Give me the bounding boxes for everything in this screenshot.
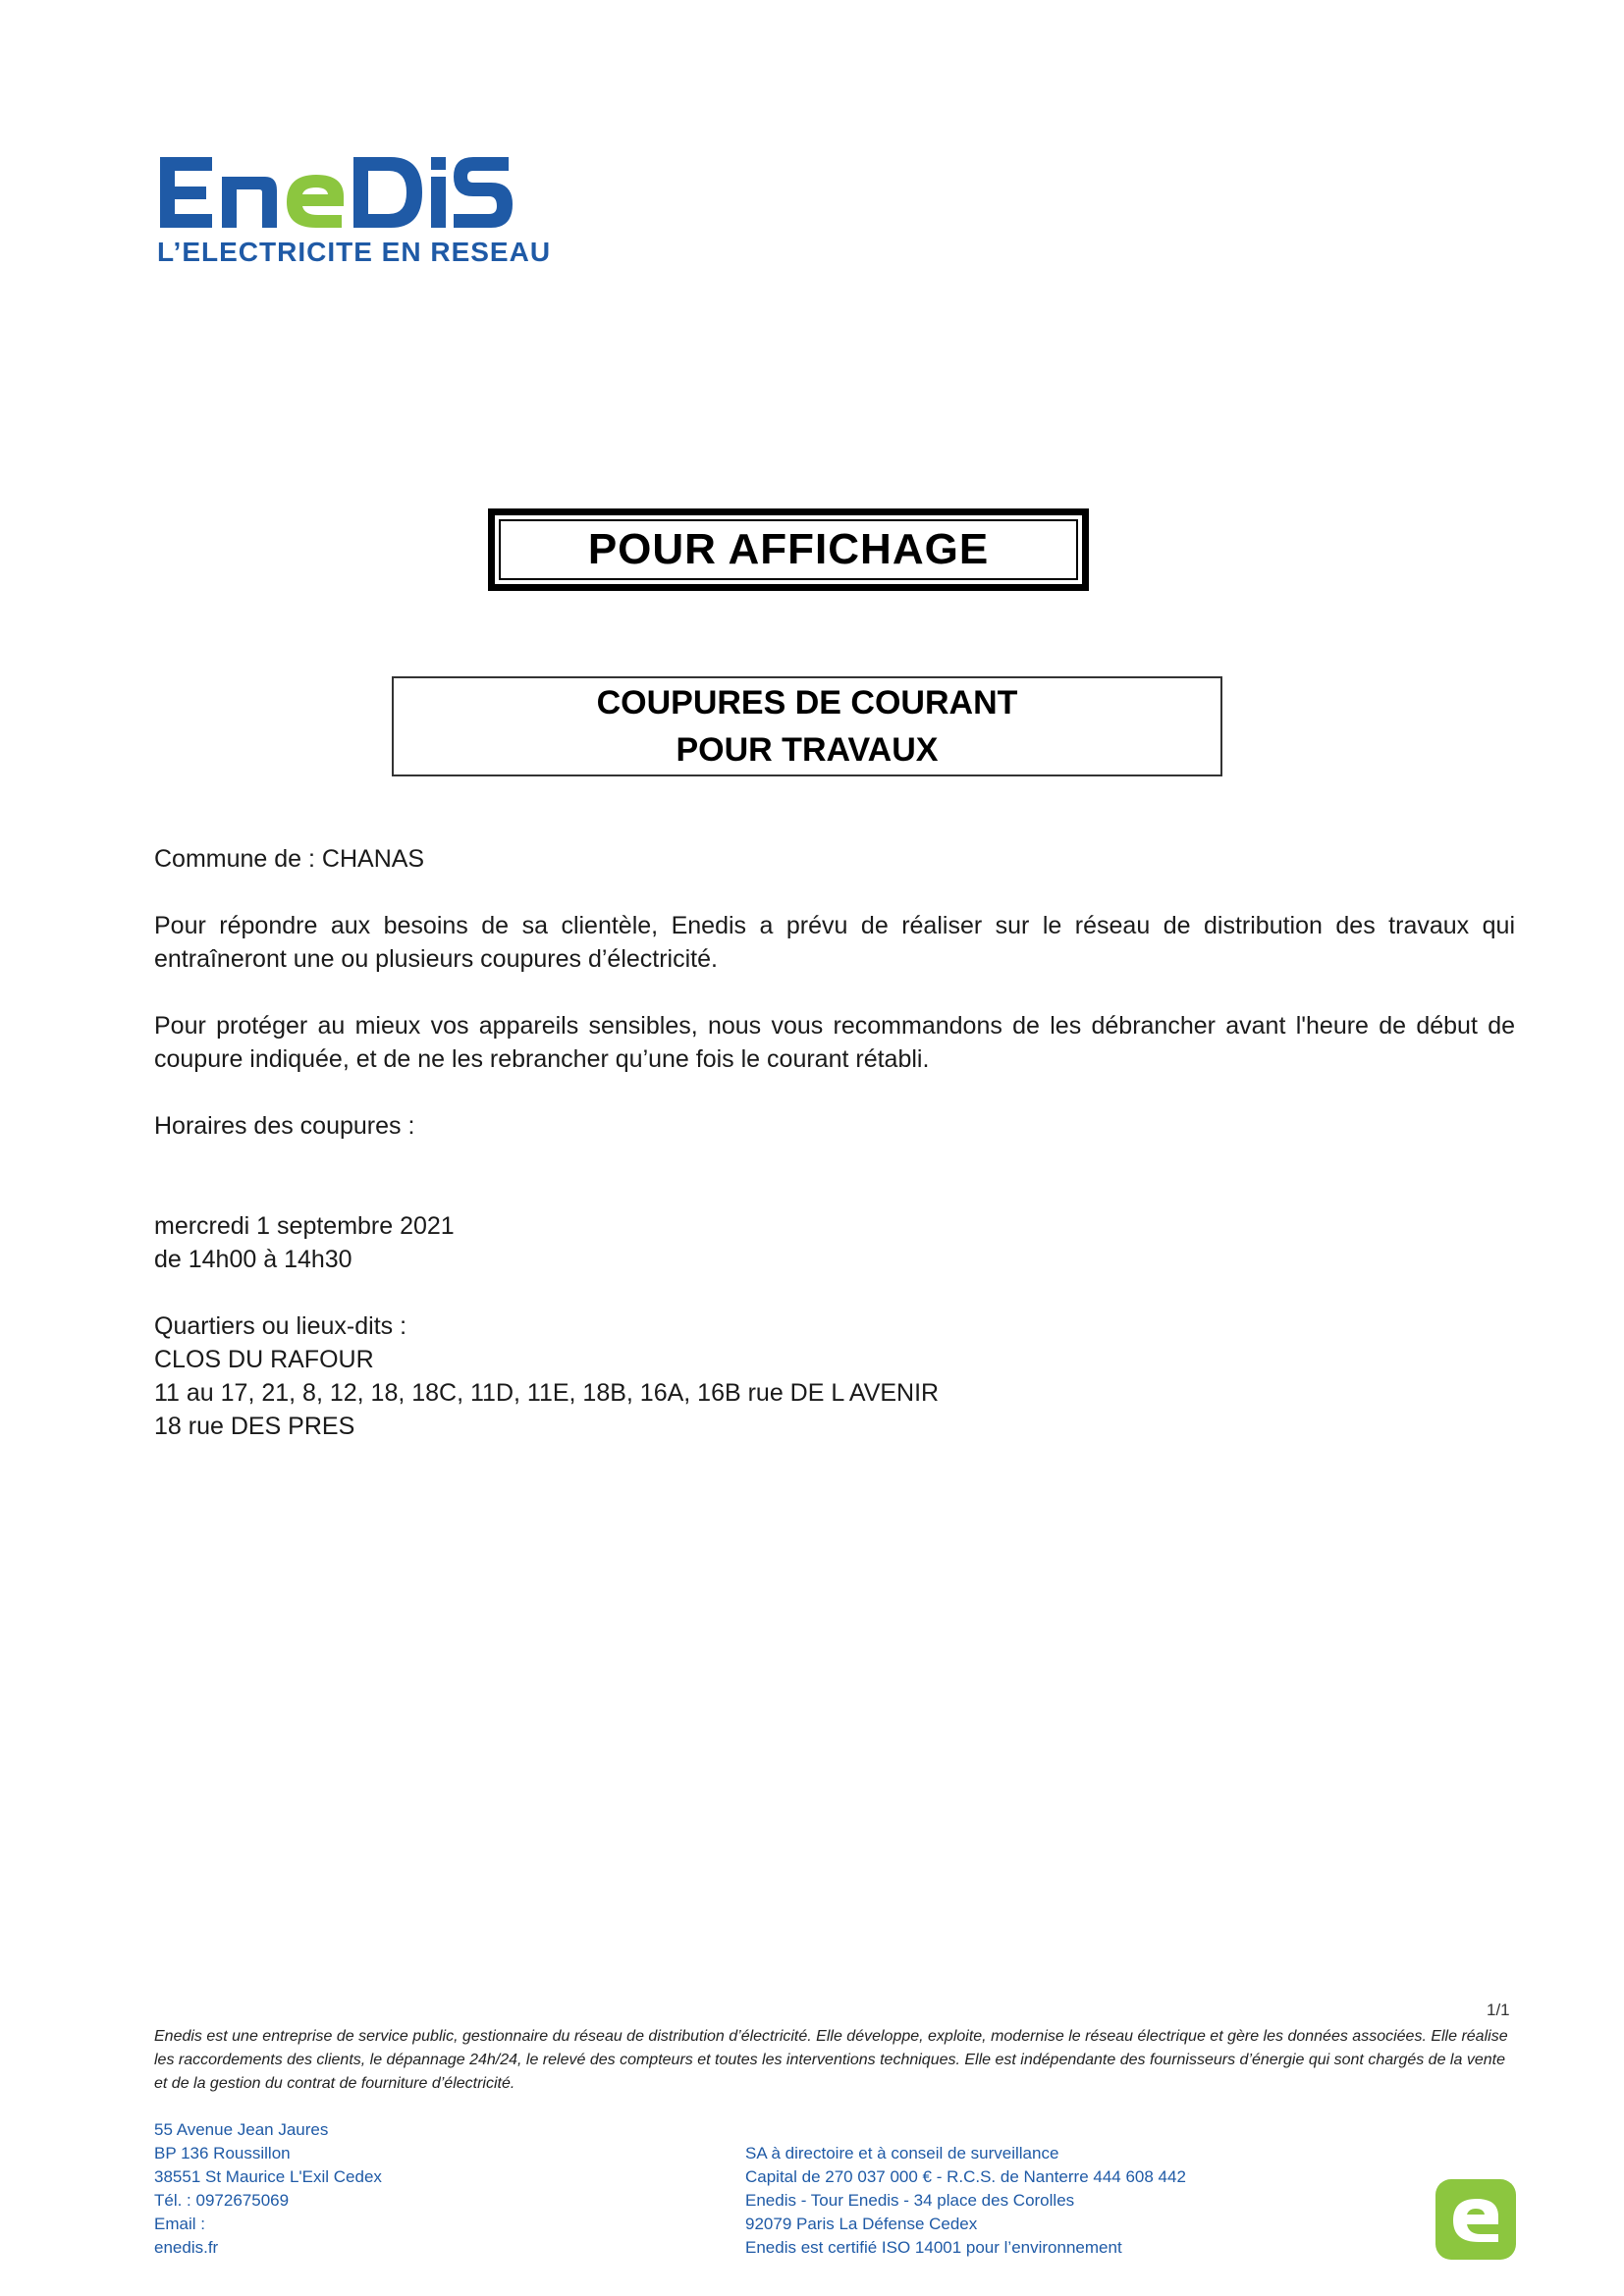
places-heading: Quartiers ou lieux-dits : [154,1312,407,1340]
footer-address [154,2118,382,2260]
schedule-heading: Horaires des coupures : [154,1112,415,1140]
address-line: BP 136 Roussillon [154,2144,291,2163]
address-line: 38551 St Maurice L'Exil Cedex [154,2167,382,2186]
commune-line: Commune de : CHANAS [154,845,425,873]
website-link[interactable]: enedis.fr [154,2238,219,2257]
legal-line: Enedis est certifié ISO 14001 pour l’environnement [745,2238,1122,2257]
address-line: Tél. : 0972675069 [154,2191,290,2210]
place-line: 18 rue DES PRES [154,1413,355,1440]
enedis-symbol-icon [1435,2179,1516,2260]
page-number: 1/1 [1487,2001,1510,2019]
subtitle-box [392,676,1222,776]
legal-line: Capital de 270 037 000 € - R.C.S. de Nanterre 444 608 442 [745,2167,1186,2186]
address-line: 55 Avenue Jean Jaures [154,2120,329,2139]
logo-tagline: L’ELECTRICITE EN RESEAU [157,237,552,267]
headline-inner-frame [499,519,1078,580]
footer-note: Enedis est une entreprise de service public, gestionnaire du réseau de distribution d’électricité. Elle développe, exploite, modernise le réseau électrique et gère les données associées. Elle réalise les raccordements des clients, le dépannage 24h/24, le relevé des compteurs et toutes les interventions techniques. Elle est indépendante des fournisseurs d’énergie qui sont chargés de la vente et de la gestion du contrat de fourniture d’électricité. [154,2028,1508,2092]
headline-box [488,508,1089,591]
legal-line: 92079 Paris La Défense Cedex [745,2215,978,2233]
subtitle-line-1: COUPURES DE COURANT [596,684,1018,721]
place-line: 11 au 17, 21, 8, 12, 18, 18C, 11D, 11E, 18B, 16A, 16B rue DE L AVENIR [154,1379,940,1407]
outage-time: de 14h00 à 14h30 [154,1246,352,1273]
subtitle-line-2: POUR TRAVAUX [676,731,939,769]
intro-paragraph: Pour répondre aux besoins de sa clientèle, Enedis a prévu de réaliser sur le réseau de distribution des travaux qui entraîneront une ou plusieurs coupures d’électricité. [154,912,1515,973]
outage-date: mercredi 1 septembre 2021 [154,1212,455,1240]
legal-line: SA à directoire et à conseil de surveillance [745,2144,1059,2163]
legal-line: Enedis - Tour Enedis - 34 place des Corolles [745,2191,1075,2210]
address-line: Email : [154,2215,205,2233]
place-line: CLOS DU RAFOUR [154,1346,374,1373]
notice-body [154,842,1515,1443]
advice-paragraph: Pour protéger au mieux vos appareils sensibles, nous vous recommandons de les débrancher avant l'heure de début de coupure indiquée, et de ne les rebrancher qu’une fois le courant rétabli. [154,1012,1515,1073]
footer-legal [745,2142,1186,2260]
enedis-wordmark [155,147,518,236]
headline-title: POUR AFFICHAGE [587,525,990,573]
